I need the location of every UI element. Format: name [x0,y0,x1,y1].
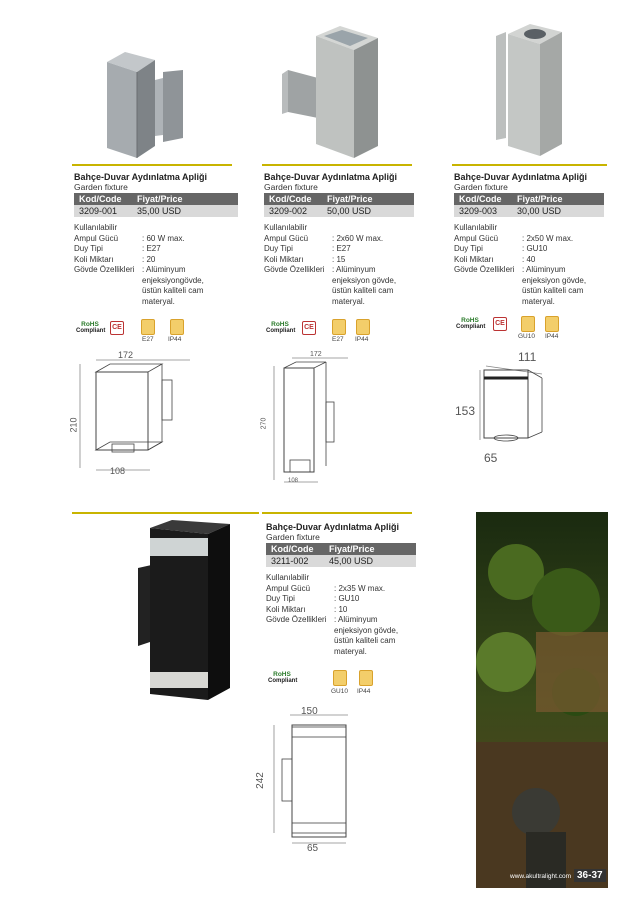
ip-label: IP44 [168,336,182,343]
drawing-3209-003 [472,360,562,450]
spec-value: : 10 [334,604,348,614]
ce-mark-icon: CE [302,321,316,335]
rohs-compliant-text: Compliant [456,324,486,330]
ip-label: IP44 [357,688,371,695]
spec-key: Ampul Gücü [454,233,499,243]
accent-rule-2 [262,164,412,166]
price-row [266,555,416,567]
spec-key: Duy Tipi [264,244,293,253]
price-header [264,193,414,205]
product-code: 3209-003 [459,206,498,216]
product-subtitle: Garden fixture [454,182,508,192]
spec-intro: Kullanılabilir [454,223,498,232]
spec-value: : 40 [522,254,536,264]
price-row [454,205,604,217]
dim-width: 172 [118,350,134,360]
spec-value: : Alüminyum [142,265,186,274]
dim-depth: 108 [288,478,299,484]
product-photo-3209-001 [95,50,195,160]
spec-key: Gövde Özellikleri [266,615,327,624]
spec-value: üstün kaliteli cam [142,286,204,295]
product-title: Bahçe-Duvar Aydınlatma Apliği [74,172,208,182]
socket-icon [521,316,535,332]
spec-key [266,626,334,637]
rohs-compliant-text: Compliant [76,328,106,334]
header-code: Kod/Code [79,194,122,204]
socket-label: GU10 [331,688,348,695]
footer-url: www.akultralight.com [510,873,572,880]
spec-list [74,223,238,307]
rohs-text: RoHS [81,321,99,328]
spec-value: üstün kaliteli cam [334,636,396,645]
ip-label: IP44 [355,336,369,343]
socket-icon [141,319,155,335]
price-header [266,543,416,555]
spec-key: Koli Miktarı [264,254,304,264]
rohs-text: RoHS [271,321,289,328]
drawing-3209-002 [262,352,372,490]
product-title: Bahçe-Duvar Aydınlatma Apliği [264,172,398,182]
socket-icon [333,670,347,686]
spec-value: materyal. [522,296,555,306]
product-photo-3209-003 [490,20,580,160]
spec-key: Gövde Özellikleri [454,265,515,274]
ip-rating-icon [359,670,373,686]
spec-key [264,276,332,287]
header-price: Fiyat/Price [517,194,563,204]
spec-key: Koli Miktarı [74,254,114,264]
spec-value: enjeksiyon gövde, [522,275,587,285]
product-subtitle: Garden fixture [74,182,128,192]
spec-key: Ampul Gücü [266,583,311,593]
header-price: Fiyat/Price [137,194,183,204]
ce-mark-icon: CE [493,317,507,331]
spec-key: Duy Tipi [266,594,295,603]
spec-key: Gövde Özellikleri [264,265,325,274]
spec-list [266,573,416,657]
dim-depth: 108 [110,466,126,476]
spec-key: Koli Miktarı [266,604,306,614]
product-subtitle: Garden fixture [266,532,320,542]
rohs-badge [456,318,484,332]
spec-key [74,276,142,287]
spec-value: : Alüminyum [334,615,378,624]
product-photo-3211-002 [120,520,250,705]
ip-label: IP44 [545,333,559,340]
accent-rule-4 [72,512,259,514]
rohs-text: RoHS [461,317,479,324]
spec-key [266,647,334,658]
socket-label: GU10 [518,333,535,340]
rohs-text: RoHS [273,671,291,678]
spec-value: : GU10 [334,594,360,603]
dim-width: 172 [310,351,322,358]
spec-key: Duy Tipi [74,244,103,253]
spec-key: Duy Tipi [454,244,483,253]
rohs-compliant-text: Compliant [266,328,296,334]
ip-rating-icon [170,319,184,335]
product-code: 3211-002 [271,556,309,566]
spec-value: enjeksiyon gövde, [332,275,397,285]
page-number: 36-37 [574,869,606,882]
product-block-3211-002 [266,522,416,657]
product-block-3209-002 [264,172,414,307]
dim-height: 242 [254,772,266,789]
ip-rating-icon [545,316,559,332]
product-title: Bahçe-Duvar Aydınlatma Apliği [266,522,400,532]
spec-intro: Kullanılabilir [266,573,310,582]
dim-width: 111 [518,350,537,364]
spec-value: : 2x35 W max. [334,583,386,593]
product-price: 30,00 USD [517,206,562,216]
spec-list [454,223,604,307]
spec-key [454,297,522,308]
header-code: Kod/Code [269,194,312,204]
spec-key [266,636,334,647]
spec-value: : Alüminyum [332,265,376,274]
product-block-3209-003 [454,172,604,307]
spec-value: materyal. [334,646,367,656]
product-price: 50,00 USD [327,206,372,216]
ip-rating-icon [356,319,370,335]
socket-icon [332,319,346,335]
spec-value: materyal. [142,296,175,306]
price-header [454,193,604,205]
product-code: 3209-001 [79,206,118,216]
spec-value: enjeksiyongövde, [142,275,204,285]
dim-height: 153 [455,404,476,418]
rohs-badge [268,672,296,686]
header-code: Kod/Code [271,544,314,554]
ce-mark-icon: CE [110,321,124,335]
spec-key [454,276,522,287]
spec-value: üstün kaliteli cam [332,286,394,295]
spec-value: : E27 [142,244,161,253]
spec-value: : 15 [332,254,346,264]
spec-key: Ampul Gücü [74,233,119,243]
product-title: Bahçe-Duvar Aydınlatma Apliği [454,172,588,182]
product-subtitle: Garden fixture [264,182,318,192]
spec-key: Gövde Özellikleri [74,265,135,274]
spec-value: : E27 [332,244,351,253]
rohs-compliant-text: Compliant [268,678,298,684]
drawing-3211-002 [262,705,382,855]
accent-rule-1 [72,164,232,166]
socket-label: E27 [142,336,154,343]
accent-rule-3 [452,164,607,166]
dim-depth: 65 [484,451,498,465]
product-price: 35,00 USD [137,206,182,216]
header-code: Kod/Code [459,194,502,204]
spec-value: materyal. [332,296,365,306]
spec-value: : Alüminyum [522,265,566,274]
spec-key [264,286,332,297]
price-row [264,205,414,217]
drawing-3209-001 [60,350,210,485]
garden-scene-photo [476,512,608,888]
product-price: 45,00 USD [329,556,374,566]
spec-key [74,297,142,308]
spec-value: : 2x50 W max. [522,233,574,243]
spec-key: Koli Miktarı [454,254,494,264]
spec-value: üstün kaliteli cam [522,286,584,295]
product-code: 3209-002 [269,206,308,216]
header-price: Fiyat/Price [327,194,373,204]
spec-key: Ampul Gücü [264,233,309,243]
dim-depth: 65 [307,843,319,854]
spec-value: enjeksiyon gövde, [334,625,399,635]
spec-key [454,286,522,297]
spec-value: : GU10 [522,244,548,253]
dim-height: 270 [260,417,268,430]
product-block-3209-001 [74,172,238,307]
rohs-badge [76,322,104,336]
spec-key [264,297,332,308]
spec-intro: Kullanılabilir [74,223,118,232]
spec-intro: Kullanılabilir [264,223,308,232]
socket-label: E27 [332,336,344,343]
spec-value: : 60 W max. [142,233,185,243]
dim-width: 150 [301,706,318,717]
product-photo-3209-002 [280,22,390,162]
spec-list [264,223,414,307]
rohs-badge [266,322,294,336]
price-header [74,193,238,205]
header-price: Fiyat/Price [329,544,375,554]
accent-rule-5 [262,512,412,514]
dim-height: 210 [68,417,79,433]
price-row [74,205,238,217]
spec-value: : 20 [142,254,156,264]
spec-key [74,286,142,297]
spec-value: : 2x60 W max. [332,233,384,243]
